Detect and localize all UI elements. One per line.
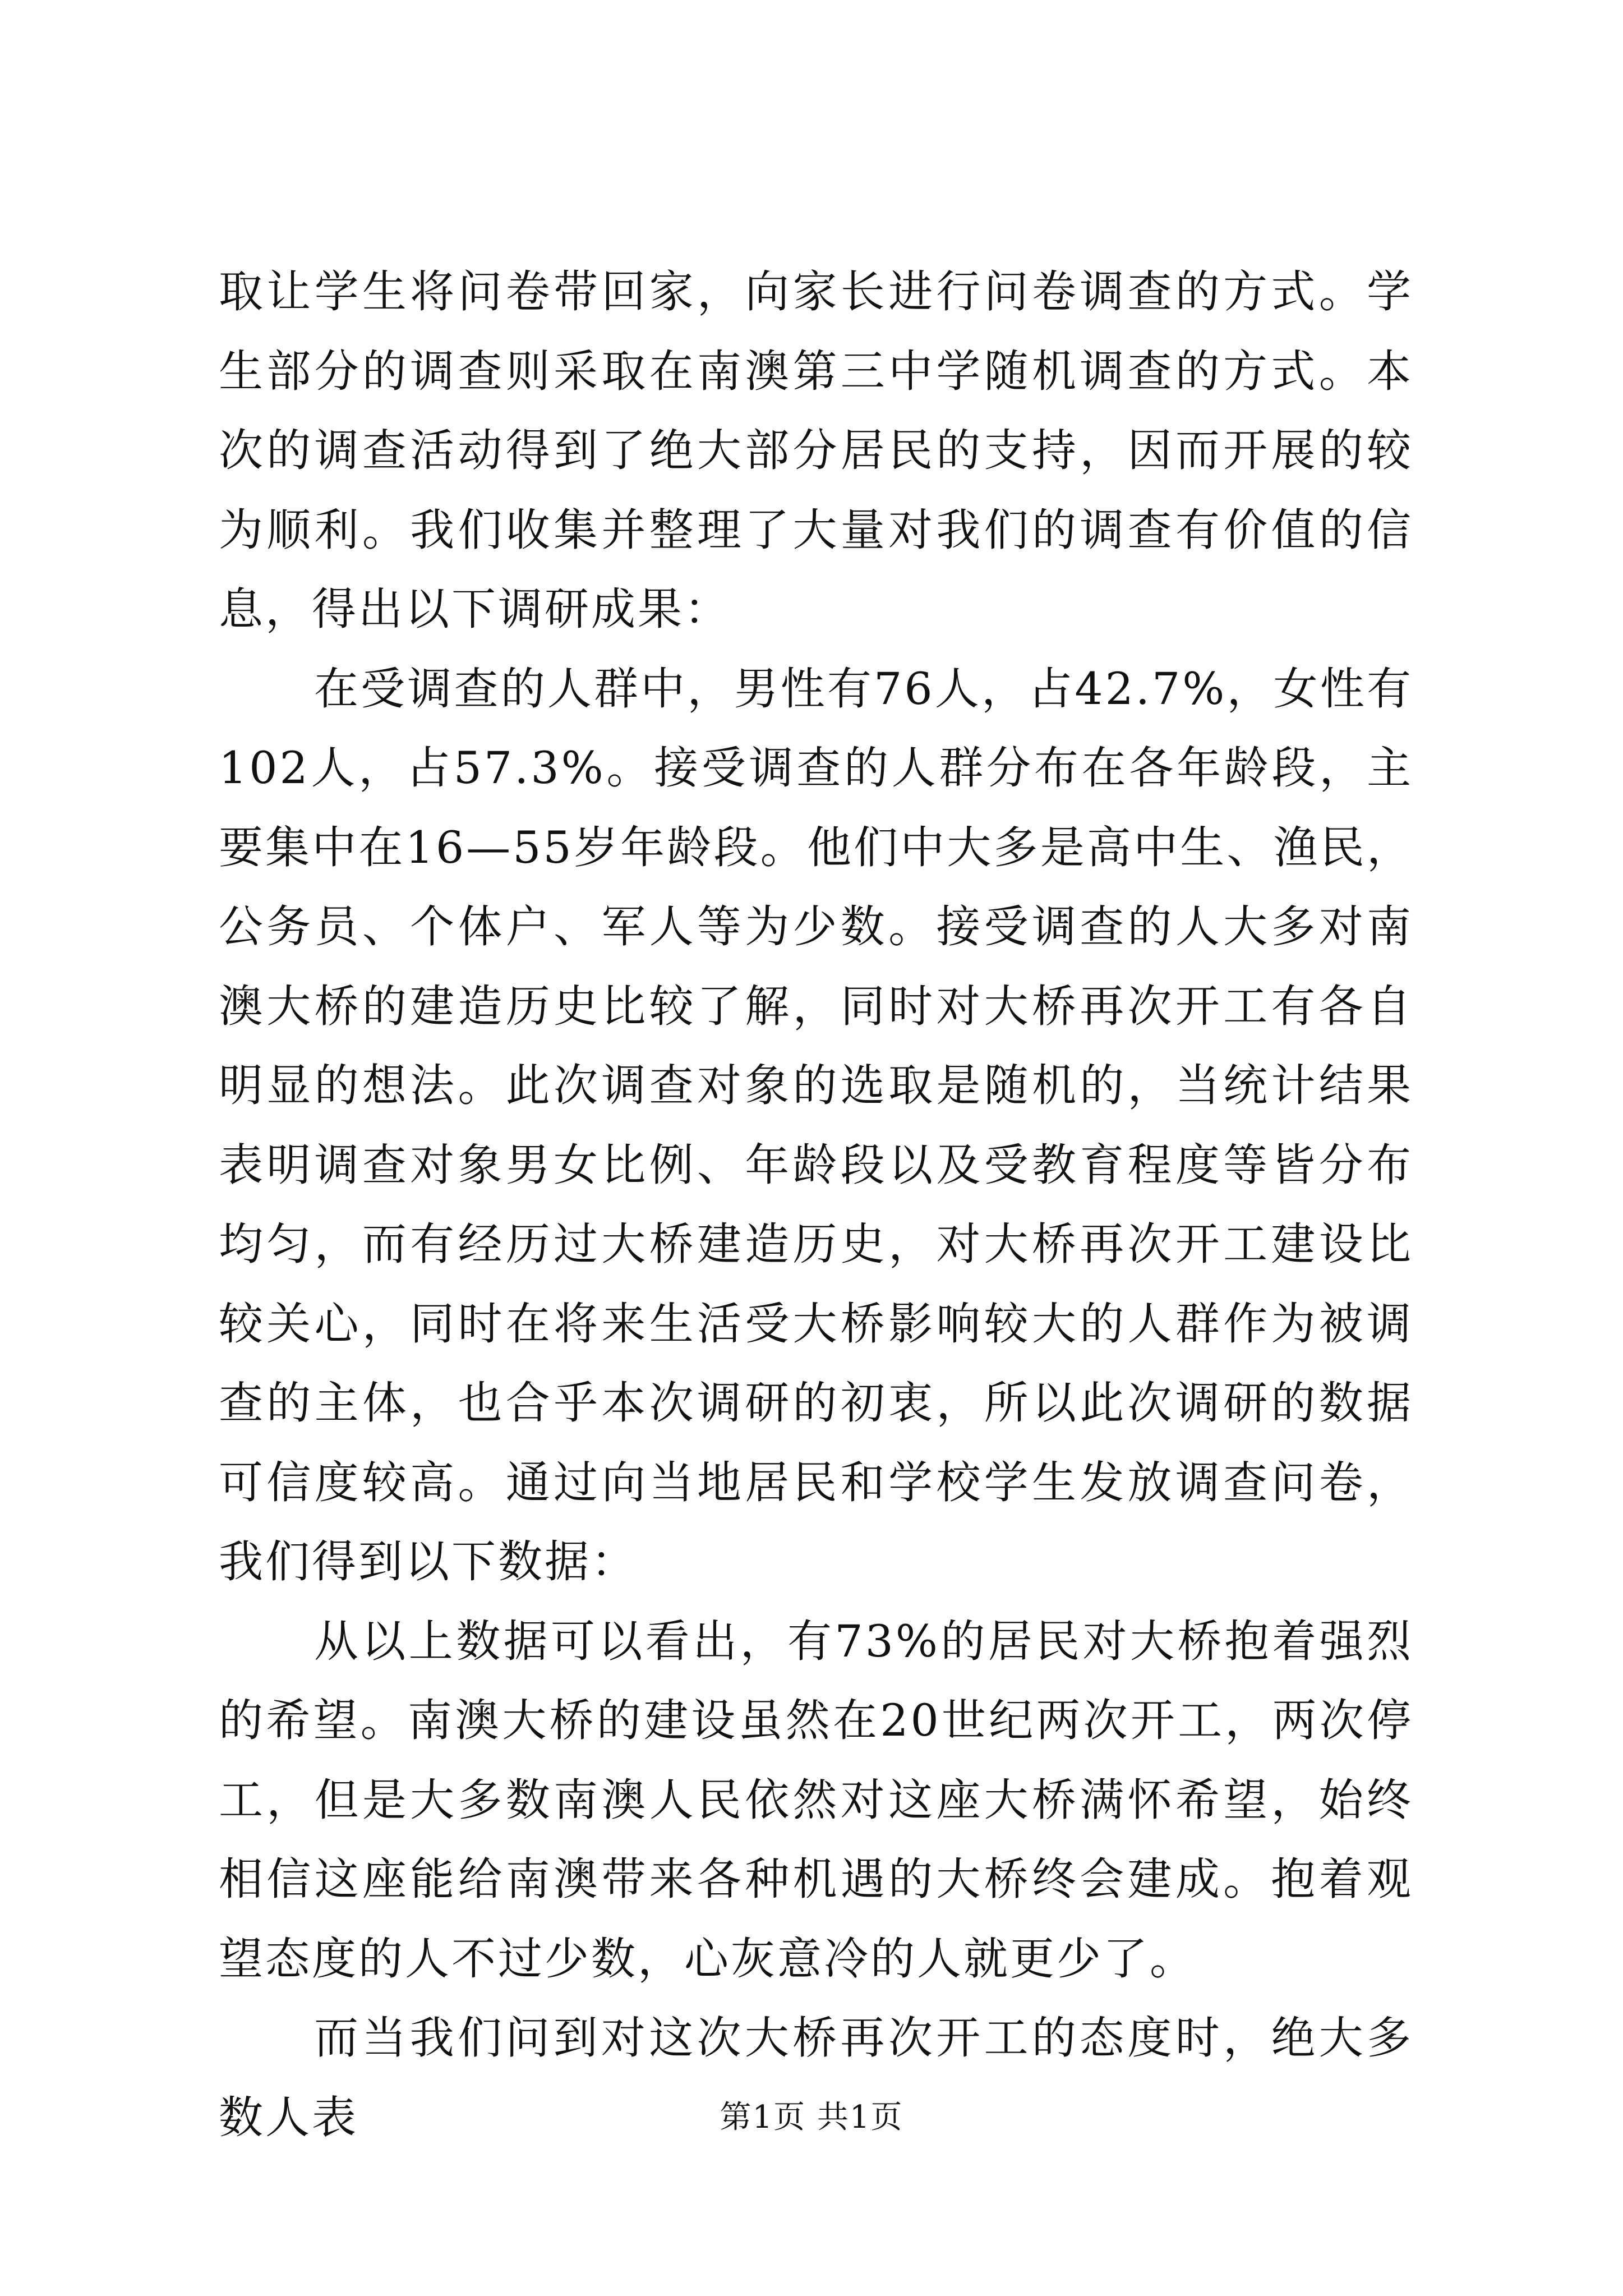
paragraph-survey-attitude: 而当我们问到对这次大桥再次开工的态度时，绝大多数人表: [219, 2012, 1413, 2143]
paragraph-survey-demographics: 在受调查的人群中，男性有76人，占42.7%，女性有102人，占57.3%。接受调查的人群分布在各年龄段，主要集中在16—55岁年龄段。他们中大多是高中生、渔民，公务员、个体户、军人等为少数。接受调查的人大多对南澳大桥的建造历史比较了解，同时对大桥再次开工有各自明显的想法。此次调查对象的选取是随机的，当统计结果表明调查对象男女比例、年龄段以及受教育程度等皆分布均匀，而有经历过大桥建造历史，对大桥再次开工建设比较关心，同时在将来生活受大桥影响较大的人群作为被调查的主体，也合乎本次调研的初衷，所以此次调研的数据可信度较高。通过向当地居民和学校学生发放调查问卷，我们得到以下数据：: [219, 662, 1413, 1588]
paragraph-continuation: 取让学生将问卷带回家，向家长进行问卷调查的方式。学生部分的调查则采取在南澳第三中学随机调查的方式。本次的调查活动得到了绝大部分居民的支持，因而开展的较为顺利。我们收集并整理了大量对我们的调查有价值的信息，得出以下调研成果：: [219, 266, 1413, 635]
page-number-footer: 第1页 共1页: [720, 2099, 903, 2136]
paragraph-survey-hope: 从以上数据可以看出，有73%的居民对大桥抱着强烈的希望。南澳大桥的建设虽然在20世纪两次开工，两次停工，但是大多数南澳人民依然对这座大桥满怀希望，始终相信这座能给南澳带来各种机遇的大桥终会建成。抱着观望态度的人不过少数，心灰意冷的人就更少了。: [219, 1615, 1413, 1985]
document-body: [219, 252, 1413, 2157]
